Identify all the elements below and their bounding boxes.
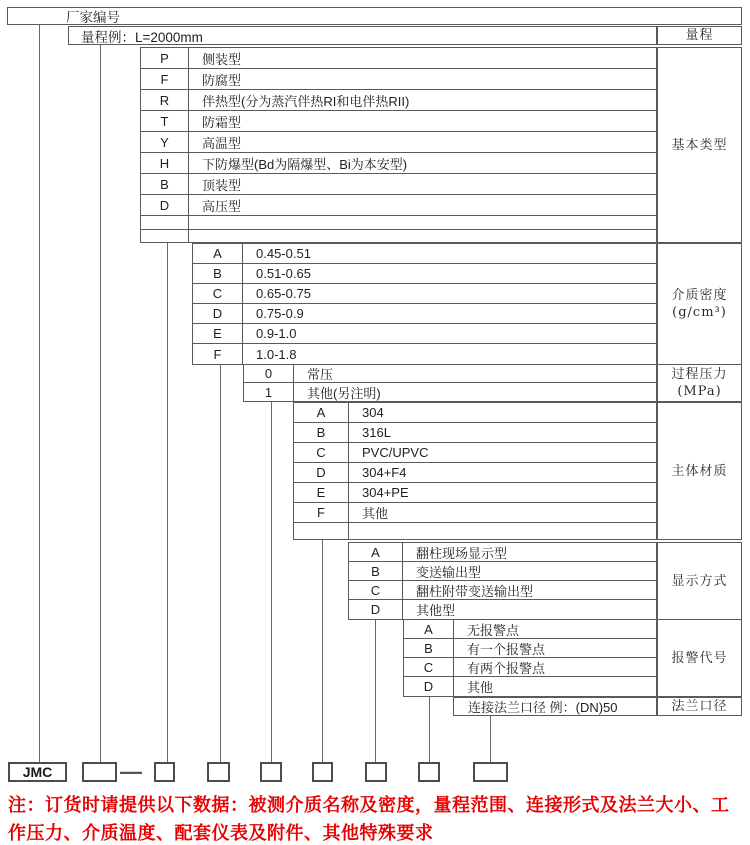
option-code: E — [193, 324, 243, 343]
option-desc: 防霜型 — [202, 114, 242, 130]
option-desc: 高压型 — [202, 198, 242, 214]
model-code-box — [82, 762, 117, 782]
section-body-material — [293, 402, 657, 540]
option-code: A — [404, 620, 454, 638]
option-row — [193, 324, 656, 344]
option-row — [349, 581, 656, 600]
option-row — [349, 543, 656, 562]
option-desc: 0.9-1.0 — [256, 326, 297, 341]
flange-size-row — [453, 697, 657, 716]
model-code-box — [207, 762, 230, 782]
option-code — [141, 230, 189, 242]
connector-line — [39, 25, 40, 762]
option-desc: 有一个报警点 — [467, 641, 546, 657]
option-row — [349, 600, 656, 619]
option-code: C — [349, 581, 403, 599]
option-row — [141, 90, 656, 111]
option-desc: 高温型 — [202, 135, 242, 151]
option-row — [294, 423, 656, 443]
option-row — [404, 620, 656, 639]
section-medium-density — [192, 243, 657, 365]
option-code: F — [294, 503, 349, 522]
option-desc: 翻柱现场显示型 — [416, 545, 508, 561]
option-desc: 有两个报警点 — [467, 660, 546, 676]
connector-line — [429, 697, 430, 762]
option-row — [349, 562, 656, 581]
model-code-box — [154, 762, 175, 782]
option-desc: 防腐型 — [202, 72, 242, 88]
connector-line — [271, 402, 272, 762]
factory-code-label: 厂家编号 — [66, 10, 120, 25]
order-note: 注：订货时请提供以下数据：被测介质名称及密度，量程范围、连接形式及法兰大小、工作压力、介质温度、配套仪表及附件、其他特殊要求 — [8, 795, 730, 843]
model-code-box — [312, 762, 333, 782]
option-desc: 1.0-1.8 — [256, 346, 297, 362]
option-row — [193, 264, 656, 284]
option-desc: 伴热型(分为蒸汽伴热RI和电伴热RII) — [202, 93, 410, 109]
option-code: F — [141, 69, 189, 89]
option-desc — [349, 523, 656, 539]
option-desc: PVC/UPVC — [362, 445, 429, 460]
option-row — [404, 677, 656, 696]
option-code: 1 — [244, 383, 294, 401]
option-desc: 侧装型 — [202, 51, 242, 67]
option-row — [141, 48, 656, 69]
option-desc: 304 — [362, 405, 384, 420]
connector-line — [220, 365, 221, 762]
connector-line — [322, 540, 323, 762]
model-code-box — [260, 762, 282, 782]
option-code — [294, 523, 349, 539]
option-code: A — [193, 244, 243, 263]
option-desc: 304+PE — [362, 485, 409, 500]
section-label-range: 量程 — [657, 26, 742, 45]
connector-line — [490, 716, 491, 762]
model-code-box — [418, 762, 440, 782]
section-process-pressure — [243, 364, 657, 402]
option-row — [193, 244, 656, 264]
option-row — [294, 523, 656, 539]
option-row — [294, 403, 656, 423]
option-row — [141, 195, 656, 216]
option-code: D — [193, 304, 243, 323]
model-code-box — [473, 762, 508, 782]
option-row — [294, 443, 656, 463]
option-desc: 翻柱附带变送输出型 — [416, 583, 534, 599]
option-desc: 316L — [362, 425, 391, 440]
connector-line — [167, 243, 168, 762]
option-row — [141, 132, 656, 153]
option-code: B — [294, 423, 349, 442]
section-label-display-mode: 显示方式 — [657, 542, 742, 620]
section-alarm-code — [403, 619, 657, 697]
option-row — [294, 503, 656, 523]
flange-size-text: 连接法兰口径 例：(DN)50 — [468, 700, 618, 715]
option-desc: 其他 — [362, 506, 389, 521]
option-code: D — [349, 600, 403, 619]
option-code: T — [141, 111, 189, 131]
model-code-box — [365, 762, 387, 782]
option-desc: 下防爆型(Bd为隔爆型、Bi为本安型) — [202, 156, 408, 172]
option-code — [141, 216, 189, 229]
connector-line — [375, 620, 376, 762]
connector-line — [100, 45, 101, 762]
option-desc: 0.45-0.51 — [256, 246, 311, 261]
option-row — [141, 174, 656, 195]
option-code: 0 — [244, 365, 294, 382]
option-code: F — [193, 344, 243, 364]
option-desc: 其他 — [467, 680, 494, 695]
option-row — [404, 639, 656, 658]
option-row — [193, 304, 656, 324]
option-desc: 0.51-0.65 — [256, 266, 311, 281]
range-example-text: 量程例：L=2000mm — [81, 29, 203, 45]
option-row — [404, 658, 656, 677]
option-desc: 304+F4 — [362, 465, 407, 480]
option-desc: 其他型 — [416, 603, 456, 618]
option-row — [141, 216, 656, 230]
option-code: D — [404, 677, 454, 696]
option-desc: 无报警点 — [467, 622, 520, 638]
option-row — [244, 365, 656, 383]
option-row — [193, 344, 656, 364]
section-label-alarm-code: 报警代号 — [657, 619, 742, 697]
option-code: B — [193, 264, 243, 283]
option-desc — [189, 216, 656, 229]
section-label-basic-type: 基本类型 — [657, 47, 742, 243]
model-prefix-box: JMC — [8, 762, 67, 782]
option-code: E — [294, 483, 349, 502]
option-code: A — [294, 403, 349, 422]
option-desc — [189, 230, 656, 242]
option-code: R — [141, 90, 189, 110]
option-code: H — [141, 153, 189, 173]
option-row — [141, 69, 656, 90]
section-label-flange-size: 法兰口径 — [657, 697, 742, 716]
option-code: D — [141, 195, 189, 215]
option-desc: 其他(另注明) — [307, 385, 381, 401]
option-row — [294, 463, 656, 483]
section-display-mode — [348, 542, 657, 620]
section-label-medium-density: 介质密度 (g/cm³) — [657, 243, 742, 365]
section-label-body-material: 主体材质 — [657, 402, 742, 540]
option-row — [294, 483, 656, 503]
option-desc: 顶装型 — [202, 177, 242, 193]
option-code: B — [349, 562, 403, 580]
option-desc: 常压 — [307, 367, 334, 382]
option-code: B — [141, 174, 189, 194]
option-code: C — [294, 443, 349, 462]
option-desc: 0.75-0.9 — [256, 306, 304, 321]
option-row — [244, 383, 656, 401]
section-basic-type — [140, 47, 657, 243]
option-code: C — [404, 658, 454, 676]
option-code: D — [294, 463, 349, 482]
range-example-row — [68, 26, 657, 45]
option-code: A — [349, 543, 403, 561]
option-desc: 0.65-0.75 — [256, 286, 311, 301]
factory-code-header — [7, 7, 742, 25]
option-desc: 变送输出型 — [416, 564, 482, 580]
option-row — [141, 153, 656, 174]
option-code: Y — [141, 132, 189, 152]
model-separator: — — [120, 759, 142, 784]
option-row — [141, 111, 656, 132]
option-code: C — [193, 284, 243, 303]
section-label-process-pressure: 过程压力 (MPa) — [657, 364, 742, 402]
option-row — [141, 230, 656, 242]
option-code: B — [404, 639, 454, 657]
option-code: P — [141, 48, 189, 68]
option-row — [193, 284, 656, 304]
